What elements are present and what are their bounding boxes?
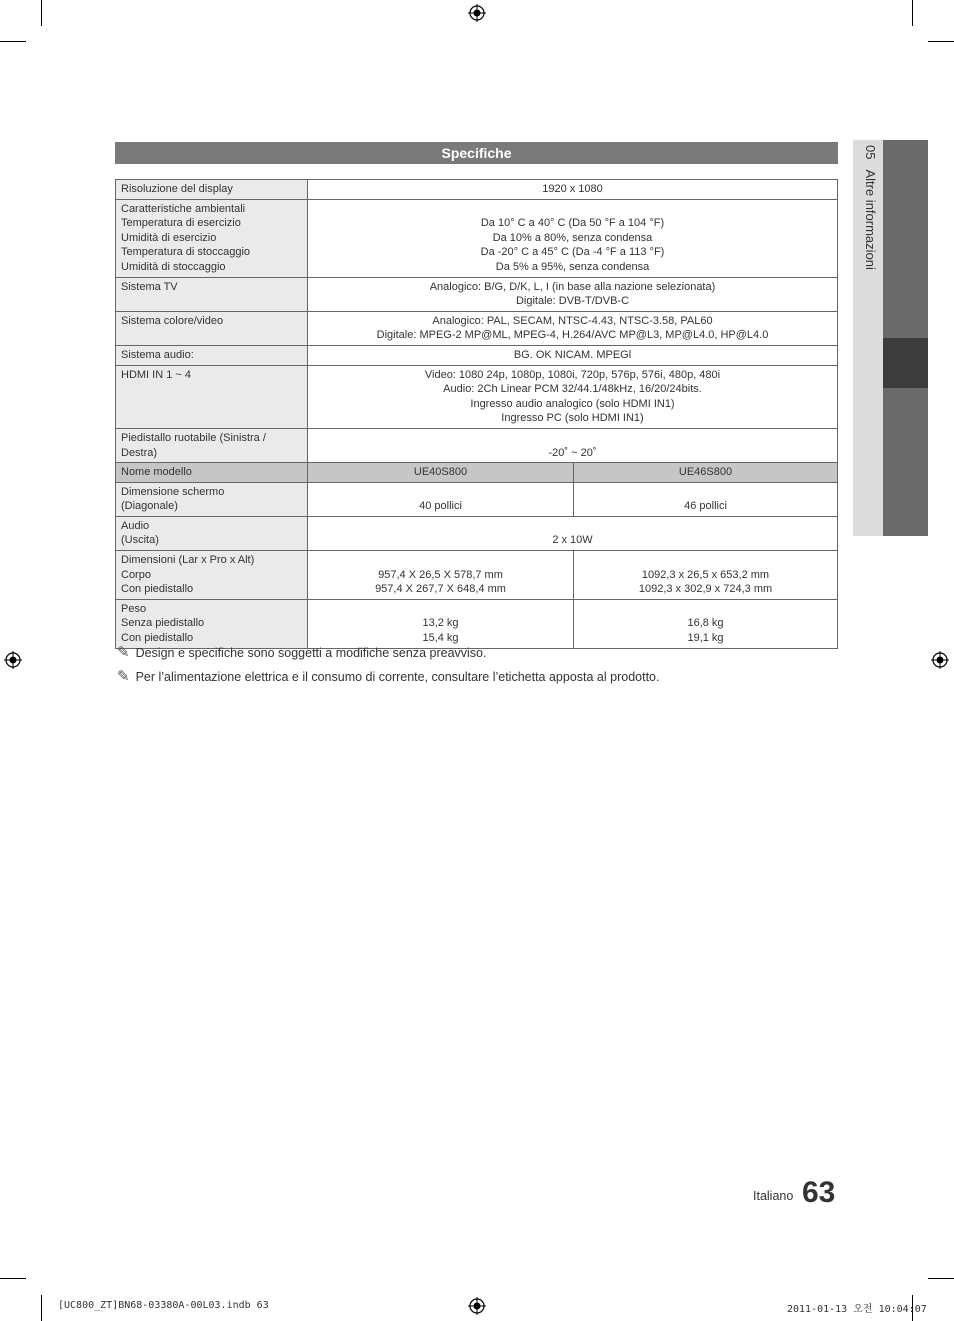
note-text: Design e specifiche sono soggetti a modifiche senza preavviso. — [135, 646, 487, 660]
table-row — [116, 199, 838, 277]
registration-mark-icon — [4, 651, 22, 669]
spec-value-b-line: 46 pollici — [684, 500, 727, 513]
table-row — [116, 365, 838, 428]
spec-value-a — [308, 482, 574, 516]
table-row — [116, 599, 838, 648]
spec-value-line: Ingresso PC (solo HDMI IN1) — [501, 412, 644, 425]
spec-value-a-line: 40 pollici — [419, 500, 462, 513]
table-row — [116, 277, 838, 311]
spec-value-line: Video: 1080 24p, 1080p, 1080i, 720p, 576p, 576i, 480p, 480i — [424, 368, 721, 381]
spec-value-line: Digitale: MPEG-2 MP@ML, MPEG-4, H.264/AVC MP@L3, MP@L4.0, HP@L4.0 — [376, 329, 769, 342]
spec-table — [115, 179, 838, 649]
crop-mark — [41, 0, 42, 26]
spec-label — [116, 199, 308, 277]
spec-value — [308, 345, 838, 365]
note-2 — [117, 667, 659, 685]
spec-value-line: 1920 x 1080 — [542, 183, 603, 195]
pencil-note-icon: ✎ — [117, 668, 130, 685]
spec-value-b-line: 1092,3 x 302,9 x 724,3 mm — [638, 583, 773, 596]
spec-value — [308, 516, 838, 550]
spec-value-b — [574, 482, 838, 516]
spec-label — [116, 345, 308, 365]
spec-value — [308, 180, 838, 200]
spec-value-line: Analogico: PAL, SECAM, NTSC-4.43, NTSC-3.58, PAL60 — [432, 314, 713, 327]
chapter-title: Altre informazioni — [863, 169, 878, 270]
spec-value-line: Ingresso audio analogico (solo HDMI IN1) — [470, 397, 675, 410]
crop-mark — [0, 41, 26, 42]
chapter-tab-marker — [883, 338, 928, 388]
spec-label-line: Con piedistallo — [121, 583, 194, 596]
spec-value-line: Audio: 2Ch Linear PCM 32/44.1/48kHz, 16/20/24bits. — [443, 383, 702, 396]
chapter-tab-label — [858, 145, 878, 345]
spec-value-line: 2 x 10W — [552, 534, 593, 547]
spec-value-line: Da 10° C a 40° C (Da 50 °F a 104 °F) — [480, 217, 665, 230]
spec-label-line: Audio — [121, 519, 150, 532]
model-label: Nome modello — [116, 463, 308, 483]
spec-label-line: (Diagonale) — [121, 500, 178, 513]
spec-value-a-line: 957,4 X 267,7 X 648,4 mm — [375, 583, 506, 596]
spec-label-line: Corpo — [121, 568, 151, 581]
table-row — [116, 516, 838, 550]
spec-label-line: Sistema colore/video — [121, 314, 224, 327]
table-row — [116, 345, 838, 365]
spec-label-line: Dimensione schermo — [121, 485, 225, 498]
spec-value-a — [308, 551, 574, 600]
table-row — [116, 551, 838, 600]
spec-value-line: Da 10% a 80%, senza condensa — [492, 231, 653, 244]
crop-mark — [912, 0, 913, 26]
spec-value-line: Da -20° C a 45° C (Da -4 °F a 113 °F) — [480, 246, 665, 259]
note-1 — [117, 643, 486, 661]
model-b: UE46S800 — [574, 463, 838, 483]
spec-value-b — [574, 551, 838, 600]
spec-value — [308, 428, 838, 462]
spec-value — [308, 277, 838, 311]
registration-mark-icon — [931, 651, 949, 669]
spec-value-a-line: 957,4 X 26,5 X 578,7 mm — [378, 568, 503, 581]
spec-value-a-line: 13,2 kg — [422, 617, 459, 630]
spec-label-line: HDMI IN 1 ~ 4 — [121, 368, 191, 381]
spec-value-line: Digitale: DVB-T/DVB-C — [515, 295, 630, 308]
footer-language: Italiano — [753, 1189, 794, 1203]
section-title: Specifiche — [115, 142, 838, 164]
spec-label-line: (Uscita) — [121, 534, 159, 547]
spec-label-line: Sistema audio: — [121, 348, 194, 361]
chapter-number: 05 — [863, 145, 878, 160]
model-a: UE40S800 — [308, 463, 574, 483]
spec-label-line: Piedistallo ruotabile (Sinistra / Destra) — [121, 431, 266, 459]
registration-mark-icon — [468, 4, 486, 22]
imprint-file: [UC800_ZT]BN68-03380A-00L03.indb 63 — [58, 1300, 269, 1311]
spec-label-line: Umidità di esercizio — [121, 231, 217, 244]
spec-label — [116, 277, 308, 311]
table-row — [116, 428, 838, 462]
spec-value-line: Da 5% a 95%, senza condensa — [495, 260, 650, 273]
spec-value-line: Analogico: B/G, D/K, L, I (in base alla nazione selezionata) — [429, 280, 716, 293]
table-row — [116, 482, 838, 516]
table-row — [116, 180, 838, 200]
spec-value-line: BG. OK NICAM. MPEGl — [513, 348, 632, 361]
imprint-date: 2011-01-13 오전 10:04:07 — [787, 1304, 927, 1315]
spec-label — [116, 516, 308, 550]
pencil-note-icon: ✎ — [117, 644, 130, 661]
spec-value — [308, 199, 838, 277]
spec-label — [116, 428, 308, 462]
spec-value-a-line: 15,4 kg — [422, 632, 459, 645]
spec-label-line: Sistema TV — [121, 280, 178, 293]
spec-label-line: Dimensioni (Lar x Pro x Alt) — [121, 554, 255, 567]
table-row — [116, 311, 838, 345]
spec-value-b-line: 16,8 kg — [687, 617, 724, 630]
spec-label-line: Senza piedistallo — [121, 617, 205, 630]
spec-value-b — [574, 599, 838, 648]
spec-value — [308, 311, 838, 345]
spec-label — [116, 311, 308, 345]
spec-value — [308, 365, 838, 428]
spec-label — [116, 180, 308, 200]
model-row — [116, 463, 838, 483]
spec-value-a — [308, 599, 574, 648]
spec-label-line: Temperatura di stoccaggio — [121, 246, 251, 259]
spec-label-line: Caratteristiche ambientali — [121, 202, 246, 215]
crop-mark — [928, 41, 954, 42]
spec-label-line: Peso — [121, 602, 147, 615]
spec-label — [116, 599, 308, 648]
spec-label-line: Umidità di stoccaggio — [121, 260, 226, 273]
spec-value-b-line: 19,1 kg — [687, 632, 724, 645]
spec-label-line: Con piedistallo — [121, 632, 194, 645]
crop-mark — [0, 1278, 26, 1279]
spec-label-line: Risoluzione del display — [121, 183, 233, 195]
crop-mark — [928, 1278, 954, 1279]
spec-value-line: -20˚ ~ 20˚ — [548, 446, 597, 459]
page-number: 63 — [802, 1176, 836, 1209]
registration-mark-icon — [468, 1297, 486, 1315]
crop-mark — [41, 1295, 42, 1321]
spec-label — [116, 482, 308, 516]
spec-label — [116, 365, 308, 428]
spec-label-line: Temperatura di esercizio — [121, 217, 241, 230]
spec-label — [116, 551, 308, 600]
spec-value-b-line: 1092,3 x 26,5 x 653,2 mm — [641, 568, 770, 581]
note-text: Per l’alimentazione elettrica e il consumo di corrente, consultare l’etichetta apposta al prodotto. — [135, 670, 660, 684]
